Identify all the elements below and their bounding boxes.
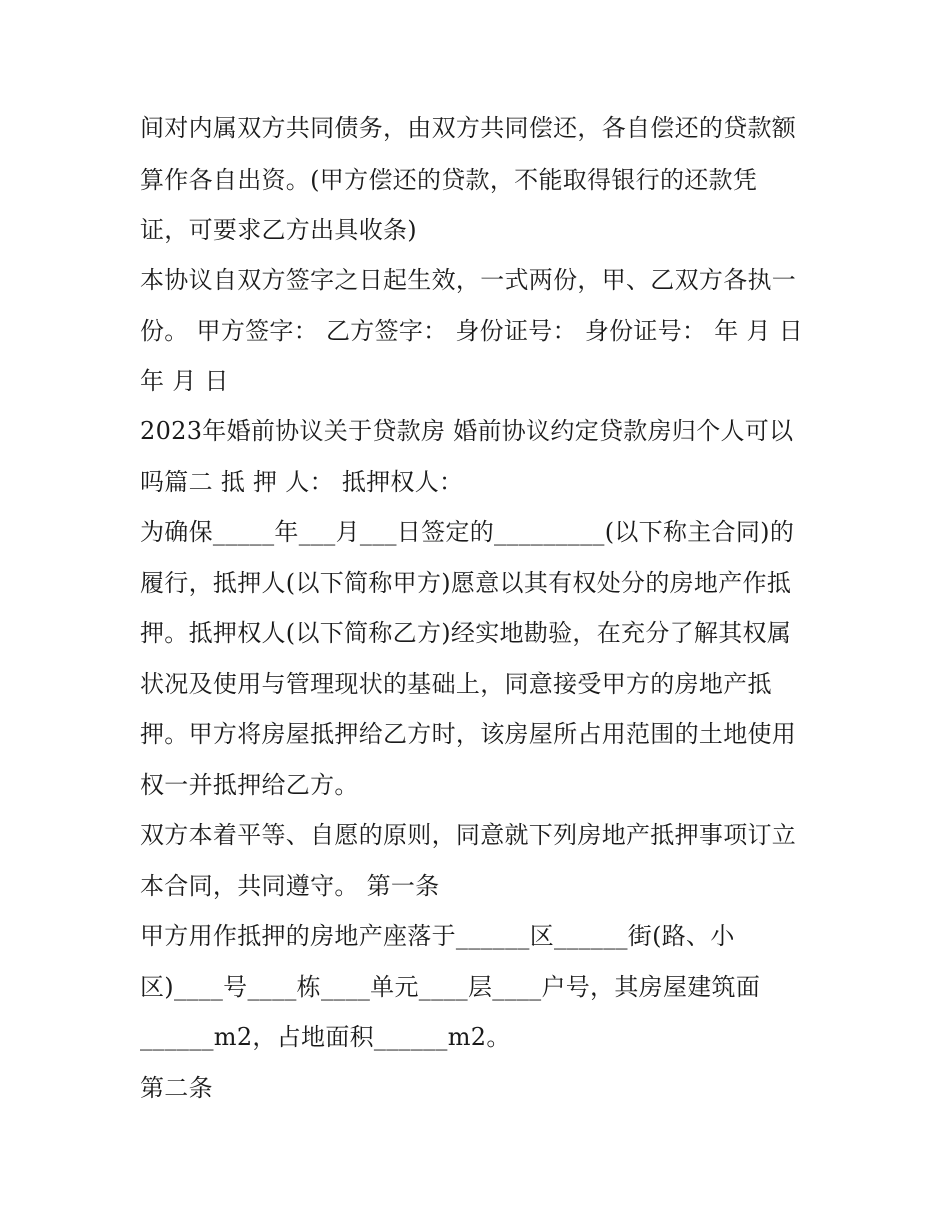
text-line: 本协议自双方签字之日起生效，一式两份，甲、乙双方各执一 (140, 266, 797, 294)
text-line: 甲方用作抵押的房地产座落于______区______街(路、小 (140, 922, 735, 950)
text-line: 履行，抵押人(以下简称甲方)愿意以其有权处分的房地产作抵 (140, 569, 792, 597)
text-line: 算作各自出资。(甲方偿还的贷款，不能取得银行的还款凭 (140, 166, 758, 194)
text-line: 状况及使用与管理现状的基础上，同意接受甲方的房地产抵 (140, 670, 772, 698)
text-line: 本合同，共同遵守。 第一条 (140, 872, 440, 900)
text-line: 间对内属双方共同债务，由双方共同偿还，各自偿还的贷款额 (140, 114, 797, 142)
text-line: 押。甲方将房屋抵押给乙方时，该房屋所占用范围的土地使用 (140, 720, 797, 748)
text-line: 为确保_____年___月___日签定的_________(以下称主合同)的 (140, 518, 795, 546)
text-line: 第二条 (140, 1074, 213, 1102)
text-line: 权一并抵押给乙方。 (140, 771, 359, 799)
text-line: 证，可要求乙方出具收条) (140, 216, 417, 244)
text-line: 区)____号____栋____单元____层____户号，其房屋建筑面 (140, 973, 761, 1001)
text-line: 份。 甲方签字： 乙方签字： 身份证号： 身份证号： 年 月 日 (140, 317, 804, 345)
text-line: 吗篇二 抵 押 人： 抵押权人： (140, 468, 464, 496)
text-line: 双方本着平等、自愿的原则，同意就下列房地产抵押事项订立 (140, 821, 797, 849)
text-line: 押。抵押权人(以下简称乙方)经实地勘验，在充分了解其权属 (140, 619, 792, 647)
text-line: ______m2，占地面积______m2。 (140, 1023, 511, 1051)
text-line: 年 月 日 (140, 367, 229, 395)
text-line: 2023年婚前协议关于贷款房 婚前协议约定贷款房归个人可以 (140, 417, 794, 445)
